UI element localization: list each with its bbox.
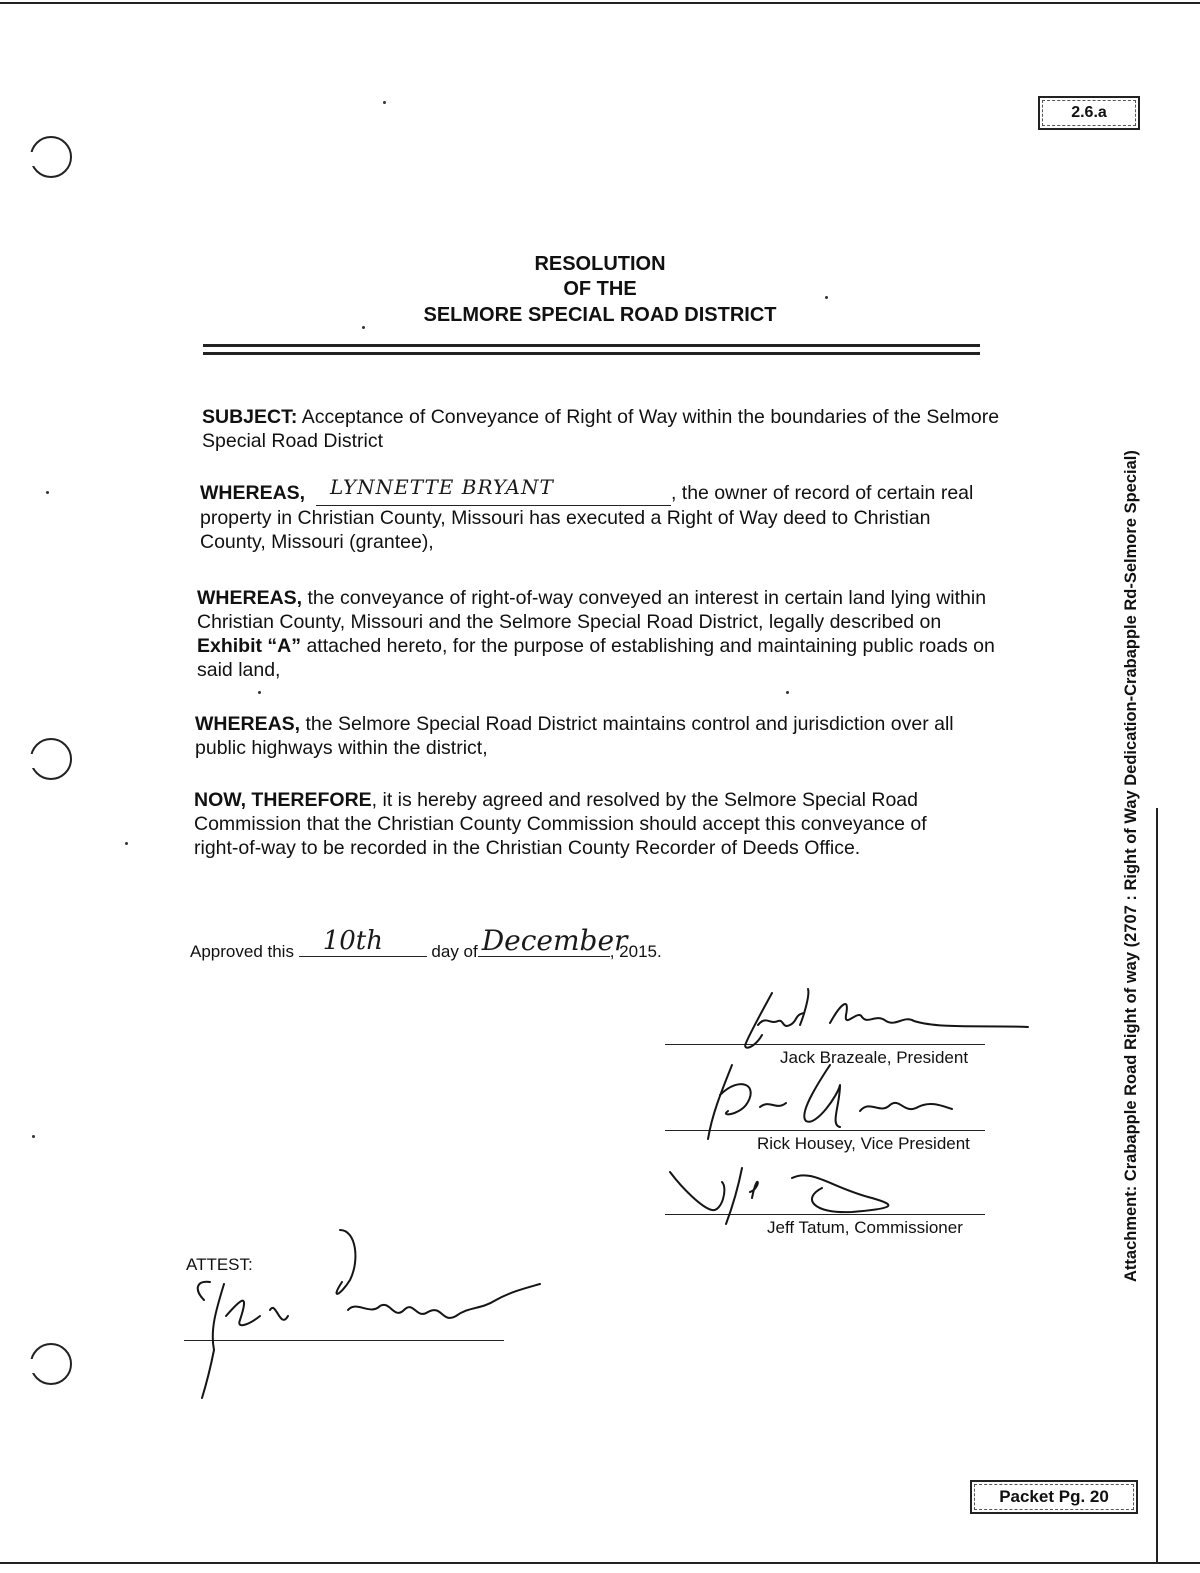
approval-middle: day of (431, 942, 478, 961)
signatory-president: Jack Brazeale, President (780, 1048, 969, 1067)
therefore-label: NOW, THEREFORE (194, 789, 372, 811)
approval-month-handwritten: December (481, 924, 628, 957)
approval-year: , 2015. (609, 942, 662, 961)
signature-president-icon (700, 985, 1040, 1065)
resolution-subtitle: OF THE (563, 278, 637, 300)
approval-day-handwritten: 10th (322, 926, 383, 956)
scan-speck (786, 691, 789, 694)
resolution-title: RESOLUTION (534, 253, 666, 275)
whereas-jurisdiction-paragraph (195, 712, 995, 760)
whereas-owner-text-rest: real property in Christian County, Missouri has executed a Right of Way deed to Christian County, Missouri (grantee), (200, 482, 974, 553)
signature-commissioner-icon (662, 1158, 922, 1228)
whereas-label: WHEREAS, (195, 713, 301, 735)
scan-speck (46, 491, 49, 494)
approval-line (190, 924, 750, 962)
scan-speck (125, 842, 128, 845)
signatory-vice-president: Rick Housey, Vice President (757, 1134, 970, 1153)
whereas-label: WHEREAS, (200, 482, 306, 504)
district-name-title: SELMORE SPECIAL ROAD DISTRICT (423, 304, 777, 326)
subject-label: SUBJECT: (202, 406, 298, 428)
whereas-owner-text: , the owner of record of certain (670, 482, 936, 504)
scan-speck (258, 691, 261, 694)
packet-page-tag (970, 1480, 1138, 1514)
title-divider (203, 352, 980, 355)
subject-text: Acceptance of Conveyance of Right of Way within the boundaries of the Selmore Special Road District (202, 406, 1000, 452)
whereas-owner-paragraph (200, 475, 1000, 554)
whereas-conveyance-paragraph (197, 586, 997, 682)
therefore-text: , it is hereby agreed and resolved by the Selmore Special Road Commission that the Christian County Commission should accept this conveyance of right-of-way to be recorded in the Christian County Recorder of Deeds Office. (194, 789, 927, 859)
owner-name-handwritten: LYNNETTE BRYANT (329, 475, 554, 499)
page-bottom-border (0, 1562, 1200, 1564)
approval-prefix: Approved this (190, 942, 294, 961)
whereas-jurisdiction-text: the Selmore Special Road District maintains control and jurisdiction over all public highways within the district, (195, 713, 954, 759)
scan-speck (383, 101, 386, 104)
signatory-commissioner: Jeff Tatum, Commissioner (767, 1218, 963, 1237)
subject-paragraph (202, 405, 1002, 453)
binder-hole-icon (30, 738, 72, 780)
resolution-paragraph (194, 788, 974, 860)
reference-tag-text: 2.6.a (1071, 104, 1107, 121)
whereas-conveyance-text: the conveyance of right-of-way conveyed an interest in certain land lying within Christian County, Missouri and the Selmore Special Road District, legally described on (197, 587, 987, 633)
approval-month-field (478, 924, 628, 957)
signature-attest-icon (180, 1220, 550, 1400)
packet-page-text: Packet Pg. 20 (999, 1487, 1109, 1506)
binder-hole-icon (30, 136, 72, 178)
attachment-side-label: Attachment: Crabapple Road Right of way (2707 : Right of Way Dedication-Crabapple Rd-Selmore Special) (1122, 450, 1140, 1282)
whereas-conveyance-text-rest: attached hereto, for the purpose of establishing and maintaining public roads on said land, (197, 635, 995, 681)
right-margin-rule (1156, 808, 1158, 1563)
exhibit-reference: Exhibit “A” (197, 635, 302, 657)
scan-speck (32, 1135, 35, 1138)
approval-day-field (299, 926, 427, 957)
owner-name-field (316, 475, 671, 506)
page-top-border (0, 2, 1200, 4)
whereas-label: WHEREAS, (197, 587, 303, 609)
reference-tag (1038, 96, 1140, 130)
attest-label: ATTEST: (186, 1255, 253, 1274)
binder-hole-icon (30, 1343, 72, 1385)
signature-vice-president-icon (690, 1055, 970, 1145)
title-divider (203, 344, 980, 347)
